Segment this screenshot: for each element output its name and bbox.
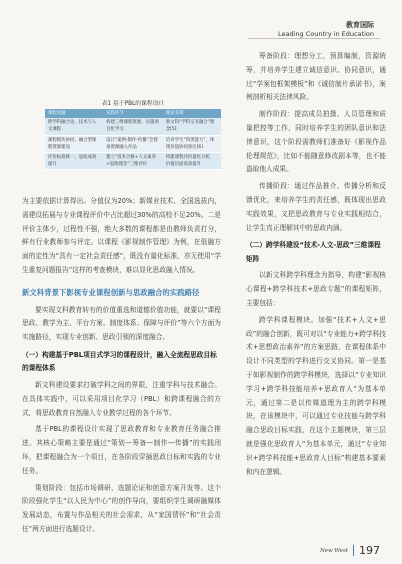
- header-section-subtitle: Leading Country in Education: [278, 30, 374, 38]
- table-caption: 表1 基于PBL的课程设计: [101, 101, 165, 107]
- page-header: [278, 20, 374, 38]
- table-cell: 构建三维课程资源，实施项目化学习: [103, 118, 163, 135]
- table-cell: 评价标准统一，思政成效提升: [45, 153, 103, 170]
- table-cell: 培养学生“四类能力”，体现价值协同效应[6]: [163, 135, 221, 152]
- body-paragraph: 以新文科跨学科理念为指导，构建“影视核心课程+跨学科技术+思政专题”的课程矩阵，主要包括：: [246, 271, 386, 307]
- subsection-heading: （一）构建基于PBL项目式学习的课程设计，融入全流程思政目标的课程体系: [22, 350, 217, 373]
- table-header-cell: 课程问题: [45, 109, 103, 118]
- table-row: [45, 135, 221, 152]
- body-paragraph: 策划阶段：包括市场调研、选题论证和创意方案开发等。这个阶段强化学生“以人民为中心”的创作导向，要组织学生调研融媒体发展动态，布置与作品相关的社会需求，从“家国情怀”和“社会责任”两方面进行选题设计。: [22, 483, 221, 533]
- section-heading: 新文科背景下影视专业课程创新与思政融合的实践路径: [22, 287, 200, 297]
- table: [45, 109, 221, 170]
- table-header-cell: 实践环节: [103, 109, 163, 118]
- table-row: [45, 118, 221, 135]
- subsection-heading: （二）跨学科建设“技术-人文-思政”三维课程矩阵: [246, 241, 381, 263]
- header-divider: [248, 38, 380, 39]
- magazine-name: New West: [319, 547, 348, 554]
- body-paragraph: 传播阶段：通过作品推介、传播分析和反馈优化，来培养学生的责任感，既体现出思政实践效果，又把思政教育与专业实践相结合，让学生真正理解其中的思政内涵。: [246, 182, 386, 232]
- table-row: [45, 153, 221, 170]
- table-header-row: [45, 109, 221, 118]
- body-paragraph: 筹备阶段：理想分工，预算编制，资源统筹，并培养学生建立诚信意识、协同意识，通过“学案包框架模板”和《诚信制片承诺书》，案例剖析相关法律风险。: [246, 52, 386, 102]
- body-paragraph: 基于PBL的课程设计实现了思政教育和专业教育任务融合推进。其核心策略主要是通过“策划—筹备—制作—传播”的实践闭环，把课程融合为一个项目，在各阶段穿插思政目标和实践的专业任务。: [22, 425, 221, 475]
- table-cell: 构建课程评价量化分析，价值层面高效提升: [163, 153, 221, 170]
- body-paragraph: 制作阶段：提高成员拍摄、人员管理和质量把控等工作，同时培养学生的团队意识和法律意识，这个阶段需教师们准备好《影视作品伦理规范》，比如不能随意修改剧本等，也不能盗取他人成果。: [246, 110, 386, 174]
- table-cell: 课程模块协同，融合型课程资源建设: [45, 135, 103, 152]
- page-number: 197: [359, 544, 380, 557]
- body-paragraph: 新文科建设要求打破学科之间的界限，注重学科与技术融合。在具体实践中，可以采用项目化学习（PBL）和跨课程融合的方式，将思政教育自然融入专业教学过程的各个环节。: [22, 380, 221, 417]
- header-section-title: 教育国际: [346, 21, 374, 29]
- table-cell: 建立“技术合格+人文素养+思政理念”三维评价: [103, 153, 163, 170]
- body-paragraph: 跨学科课程模块。加强“技术+人文+思政”的融合创新，既可对以“专业能力+跨学科技术+思想政治素养”的方案思路，在课程体系中设计不同类型的学科进行交叉协同。第一是基于如影视制作的跨学科模块，选择以“专业知识学习+跨学科技能培养+思政育人”为基本单元，通过第二是以传媒道理为主的跨学科模块，在该模块中，可以通过专业技能与跨学科融合思政目标实践，在这个主题模块，第三层就是强化思政育人”为基本单元，通过“专业知识+跨学科技能+思政育人目标”构建基本要素和内在逻辑。: [246, 315, 386, 476]
- table-cell: 设计“案例-制作-传播”全链条资源融入作品: [103, 135, 163, 152]
- left-column: [22, 195, 221, 540]
- footer-divider: [353, 545, 354, 556]
- body-paragraph: 要实现文科教育转有的价值重选和道德价值功能，就要以“课程思政、教学为主、平台方案、制度体系、保障与评价”等六个方面为实施路径，实现专业创新、思政引领的深度融合。: [22, 305, 221, 342]
- right-column: [246, 50, 386, 482]
- table-cell: 跨学科融合论，技术与人文课程: [45, 118, 103, 135]
- table-header-cell: 理论支撑: [163, 109, 221, 118]
- body-paragraph: 为主要依据计算得出。分值仅为20%；新媒业技术、全国选拔内，需建设拓展与专业课程评价中占比超过30%的高校不足20%。二是评价主体少，过程性不强，绝大多数的课程都是由教师负责打分，鲜有行业教师参与评定。以课程《影视制作管理》为例，在低融方面的定性为“具有一定社会责任感”，既没有量化标准，亦无使用“学生重复问题报告”这样的考查模块，难以显化思政融入情况。: [22, 197, 221, 274]
- page-footer: [320, 544, 380, 557]
- pbl-course-table: [45, 98, 221, 170]
- table-cell: 新文科“学科交叉融合”理念[5]: [163, 118, 221, 135]
